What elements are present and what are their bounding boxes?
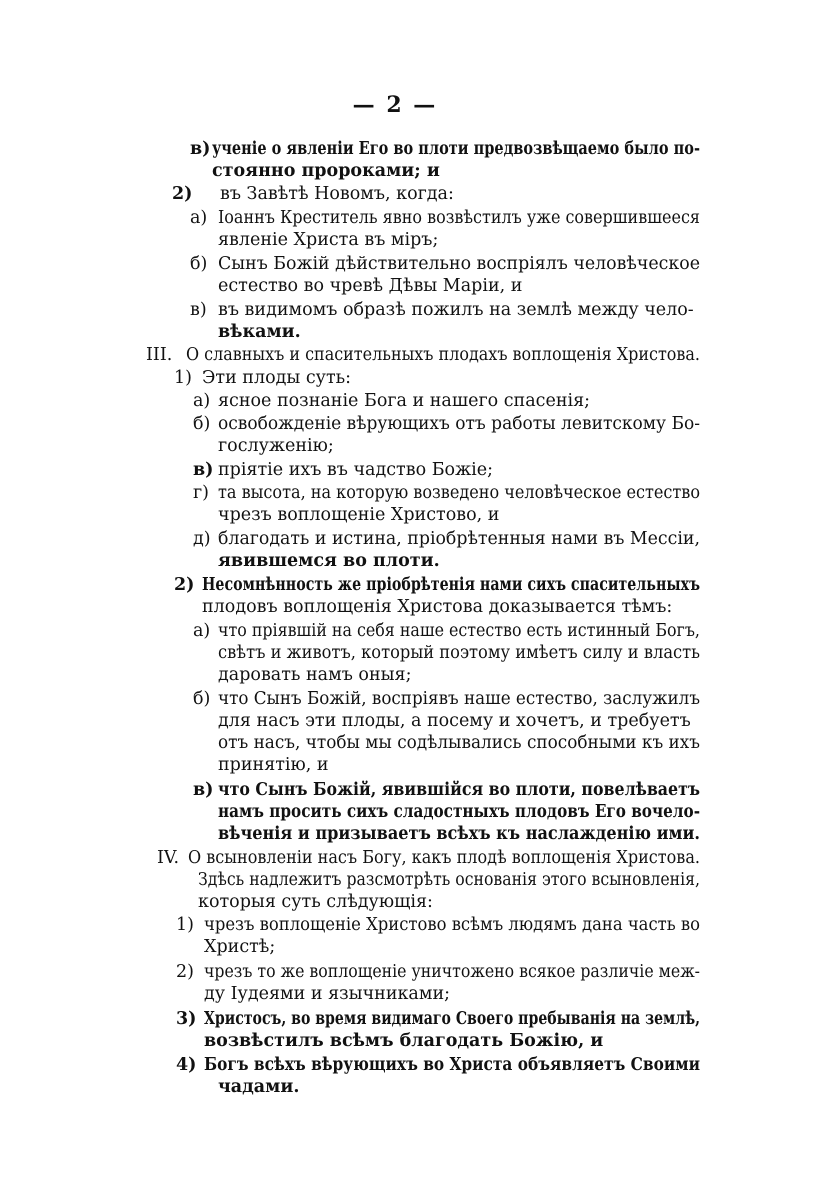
text-line: стоянно пророками; и	[212, 161, 440, 181]
text-line: Христосъ, во время видимаго Своего пребыванія на землѣ,	[204, 1009, 701, 1029]
item-marker: 2)	[176, 962, 194, 982]
item-marker: а)	[190, 208, 208, 228]
text-line: Христѣ;	[204, 937, 276, 957]
text-line: Здѣсь надлежитъ разсмотрѣть основанія этого всыновленія,	[198, 870, 700, 890]
item-marker: а)	[193, 391, 211, 411]
text-line: явившемся во плоти.	[218, 551, 440, 571]
text-line: Іоаннъ Креститель явно возвѣстилъ уже совершившееся	[218, 208, 700, 228]
item-marker: в)	[190, 300, 207, 320]
text-line: чадами.	[218, 1077, 300, 1097]
text-line: для насъ эти плоды, а посему и хочетъ, и требуетъ	[218, 711, 691, 731]
item-marker: б)	[193, 689, 211, 709]
text-line: пріятіе ихъ въ чадство Божіе;	[218, 460, 494, 480]
text-line: отъ насъ, чтобы мы содѣлывались способными къ ихъ	[218, 733, 701, 753]
item-marker: в)	[193, 460, 214, 480]
section-heading: О славныхъ и спасительныхъ плодахъ воплощенія Христова.	[186, 345, 701, 365]
text-line: ученіе о явленіи Его во плоти предвозвѣщаемо было по-	[212, 139, 700, 159]
item-marker: б)	[190, 254, 208, 274]
item-marker: 4)	[176, 1055, 197, 1075]
item-marker: г)	[193, 483, 209, 503]
section-heading: О всыновленіи насъ Богу, какъ плодѣ воплощенія Христова.	[188, 848, 700, 868]
text-line: Несомнѣнность же пріобрѣтенія нами сихъ спасительныхъ	[202, 575, 701, 595]
page-number: — 2 —	[352, 92, 438, 118]
text-line: гослуженію;	[218, 436, 334, 456]
item-marker: 2)	[174, 575, 195, 595]
text-line: въ видимомъ образѣ пожилъ на землѣ между чело-	[218, 300, 694, 320]
text-line: свѣтъ и животъ, который поэтому имѣетъ силу и власть	[218, 643, 701, 663]
text-line: вѣками.	[218, 322, 301, 342]
text-line: естество во чревѣ Дѣвы Маріи, и	[218, 276, 523, 296]
text-line: Сынъ Божій дѣйствительно воспріялъ человѣческое	[218, 254, 700, 274]
item-marker: 1)	[176, 915, 194, 935]
text-line: Богъ всѣхъ вѣрующихъ во Христа объявляетъ Своими	[204, 1055, 700, 1075]
section-marker: IV.	[157, 848, 180, 868]
item-marker: а)	[193, 621, 211, 641]
text-line: освобожденіе вѣрующихъ отъ работы левитскому Бо-	[218, 414, 700, 434]
section-marker: III.	[146, 345, 173, 365]
text-line: возвѣстилъ всѣмъ благодать Божію, и	[204, 1031, 604, 1051]
text-line: которыя суть слѣдующія:	[198, 892, 433, 912]
text-line: вѣченія и призываетъ всѣхъ къ наслажденію ими.	[218, 824, 701, 844]
item-marker: в)	[193, 780, 214, 800]
text-line: явленіе Христа въ міръ;	[218, 230, 439, 250]
text-line: Эти плоды суть:	[202, 368, 352, 388]
item-marker: 2)	[172, 184, 193, 204]
text-line: что Сынъ Божій, воспріявъ наше естество, заслужилъ	[218, 689, 700, 709]
text-line: что пріявшій на себя наше естество есть истинный Богъ,	[218, 621, 700, 641]
text-line: чрезъ воплощеніе Христово всѣмъ людямъ дана часть во	[204, 915, 700, 935]
text-line: намъ просить сихъ сладостныхъ плодовъ Его вочело-	[218, 802, 701, 822]
item-marker: в)	[190, 139, 211, 159]
text-line: та высота, на которую возведено человѣческое естество	[218, 483, 701, 503]
item-marker: 1)	[174, 368, 192, 388]
text-line: плодовъ воплощенія Христова доказывается тѣмъ:	[202, 597, 673, 617]
text-line: благодать и истина, пріобрѣтенныя нами въ Мессіи,	[218, 529, 700, 549]
item-marker: д)	[193, 529, 211, 549]
text-line: въ Завѣтѣ Новомъ, когда:	[220, 184, 454, 204]
text-line: чрезъ воплощеніе Христово, и	[218, 505, 500, 525]
text-line: чрезъ то же воплощеніе уничтожено всякое различіе меж-	[204, 962, 701, 982]
item-marker: б)	[193, 414, 211, 434]
text-line: даровать намъ оныя;	[218, 665, 412, 685]
text-line: ду Іудеями и язычниками;	[204, 984, 451, 1004]
text-line: что Сынъ Божій, явившійся во плоти, повелѣваетъ	[218, 780, 701, 800]
text-line: ясное познаніе Бога и нашего спасенія;	[218, 391, 591, 411]
item-marker: 3)	[176, 1009, 197, 1029]
text-line: принятію, и	[218, 755, 329, 775]
